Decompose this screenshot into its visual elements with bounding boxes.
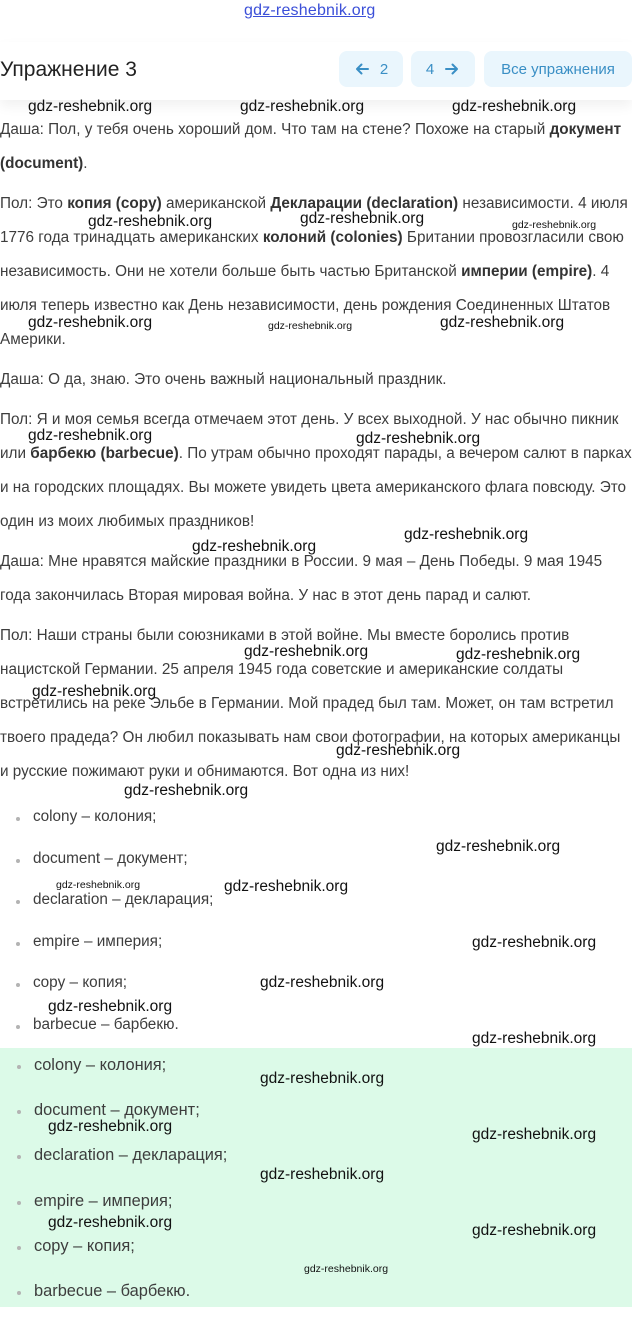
text-run: Пол: Это — [0, 195, 68, 212]
bullet-icon — [17, 1246, 21, 1250]
text-run: . 4 июля теперь известно как День независимости, день рождения Соединенных Штатов Америки. — [0, 263, 611, 348]
vocab-term: документ (document) — [0, 121, 622, 172]
all-exercises-label: Все упражнения — [501, 60, 615, 78]
dialogue-paragraph — [0, 363, 632, 397]
vocab-term: колоний (colonies) — [262, 229, 403, 246]
list-item-text: barbecue – барбекю. — [33, 1015, 179, 1033]
bullet-icon — [17, 1201, 21, 1205]
watermark-text: gdz-reshebnik.org — [512, 219, 597, 231]
watermark-text: gdz-reshebnik.org — [404, 526, 529, 543]
watermark-text: gdz-reshebnik.org — [28, 98, 153, 115]
bullet-icon — [17, 1155, 21, 1159]
watermark-text: gdz-reshebnik.org — [260, 1070, 385, 1087]
list-item-text: declaration – декларация; — [34, 1146, 228, 1165]
bullet-icon — [16, 817, 20, 821]
dialogue-paragraph — [0, 403, 632, 539]
list-item-text: document – документ; — [33, 849, 188, 867]
list-item-text: declaration – декларация; — [33, 891, 214, 909]
list-item-text: copy – копия; — [34, 1236, 135, 1255]
watermark-text: gdz-reshebnik.org — [28, 427, 153, 444]
watermark-text: gdz-reshebnik.org — [260, 1166, 385, 1183]
list-item-text: colony – колония; — [34, 1056, 167, 1074]
arrow-right-icon — [444, 61, 460, 77]
watermark-text: gdz-reshebnik.org — [472, 1126, 597, 1143]
text-run: Даша: Пол, у тебя очень хороший дом. Что там на стене? Похоже на старый — [0, 121, 550, 138]
watermark-text: gdz-reshebnik.org — [240, 98, 365, 115]
site-link[interactable]: gdz-reshebnik.org — [244, 2, 376, 19]
text-run: . — [83, 155, 88, 172]
watermark-text: gdz-reshebnik.org — [356, 430, 481, 447]
next-exercise-label: 4 — [425, 60, 435, 78]
watermark-text: gdz-reshebnik.org — [28, 314, 153, 331]
watermark-text: gdz-reshebnik.org — [48, 1214, 173, 1231]
watermark-text: gdz-reshebnik.org — [452, 98, 577, 115]
watermark-text: gdz-reshebnik.org — [472, 1222, 597, 1239]
text-run: Даша: О да, знаю. Это очень важный национальный праздник. — [0, 371, 447, 388]
text-run: американской — [161, 195, 271, 212]
next-exercise-button[interactable] — [411, 51, 475, 87]
list-item — [0, 1274, 632, 1319]
watermark-text: gdz-reshebnik.org — [456, 646, 581, 663]
list-item-text: empire – империя; — [34, 1191, 173, 1210]
watermark-text: gdz-reshebnik.org — [56, 879, 141, 891]
bullet-icon — [16, 983, 20, 987]
vocab-term: барбекю (barbecue) — [30, 445, 179, 462]
watermark-text: gdz-reshebnik.org — [48, 1118, 173, 1135]
vocab-term: копия (copy) — [67, 195, 162, 212]
bullet-icon — [17, 1065, 21, 1069]
text-run: независимости. 4 июля 1776 года тринадцать американских — [0, 195, 628, 246]
watermark-text: gdz-reshebnik.org — [472, 1030, 597, 1047]
watermark-text: gdz-reshebnik.org — [300, 210, 425, 227]
bullet-icon — [16, 900, 20, 904]
watermark-text: gdz-reshebnik.org — [472, 934, 597, 951]
text-run: Пол: Наши страны были союзниками в этой войне. Мы вместе боролись против нацистской Германии. 25 апреля 1945 года советские и американские солдаты встретились на реке Эльбе в Германии. Мой прадед был там. Может, он там встретил твоего прадеда? Он любил показывать нам свои фотографии, на которых американцы и русские пожимают руки и обнимаются. Вот одна из них! — [0, 627, 621, 780]
exercise-header — [0, 42, 632, 100]
dialogue-paragraph — [0, 113, 632, 181]
bullet-icon — [16, 1025, 20, 1029]
watermark-text: gdz-reshebnik.org — [440, 314, 565, 331]
text-run: Британии провозгласили свою независимость. Они не хотели больше быть частью Британской — [0, 229, 624, 280]
text-run: Пол: Я и моя семья всегда отмечаем этот день. У всех выходной. У нас обычно пикник или — [0, 411, 619, 462]
watermark-text: gdz-reshebnik.org — [268, 320, 353, 332]
list-item-text: barbecue – барбекю. — [34, 1281, 191, 1300]
bullet-icon — [16, 859, 20, 863]
all-exercises-button[interactable] — [484, 51, 632, 87]
arrow-left-icon — [354, 61, 370, 77]
watermark-text: gdz-reshebnik.org — [436, 838, 561, 855]
watermark-text: gdz-reshebnik.org — [304, 1263, 389, 1275]
bullet-icon — [17, 1291, 21, 1295]
watermark-text: gdz-reshebnik.org — [260, 974, 385, 991]
list-item — [0, 891, 632, 933]
watermark-text: gdz-reshebnik.org — [32, 683, 157, 700]
list-item-text: empire – империя; — [33, 932, 163, 950]
bullet-icon — [17, 1110, 21, 1114]
list-item-text: document – документ; — [34, 1101, 200, 1120]
list-item-text: colony – колония; — [33, 808, 157, 825]
page-title: Упражнение 3 — [0, 58, 137, 81]
text-run: . По утрам обычно проходят парады, а вечером салют в парках и на городских площадях. Вы можете увидеть цвета американского флага повсюду. Это один из моих любимых праздников! — [0, 445, 632, 530]
list-item-text: copy – копия; — [33, 974, 128, 992]
watermark-text: gdz-reshebnik.org — [192, 538, 317, 555]
watermark-text: gdz-reshebnik.org — [124, 782, 249, 799]
text-run: Даша: Мне нравятся майские праздники в России. 9 мая – День Победы. 9 мая 1945 года закончилась Вторая мировая война. У нас в этот день парад и салют. — [0, 553, 603, 604]
watermark-text: gdz-reshebnik.org — [88, 213, 213, 230]
prev-exercise-label: 2 — [379, 60, 389, 78]
bullet-icon — [16, 942, 20, 946]
vocab-term: Декларации (declaration) — [270, 195, 459, 212]
prev-exercise-button[interactable] — [339, 51, 403, 87]
watermark-text: gdz-reshebnik.org — [336, 742, 461, 759]
watermark-text: gdz-reshebnik.org — [48, 998, 173, 1015]
watermark-text: gdz-reshebnik.org — [224, 878, 349, 895]
watermark-text: gdz-reshebnik.org — [244, 643, 369, 660]
vocab-term: империи (empire) — [461, 263, 593, 280]
